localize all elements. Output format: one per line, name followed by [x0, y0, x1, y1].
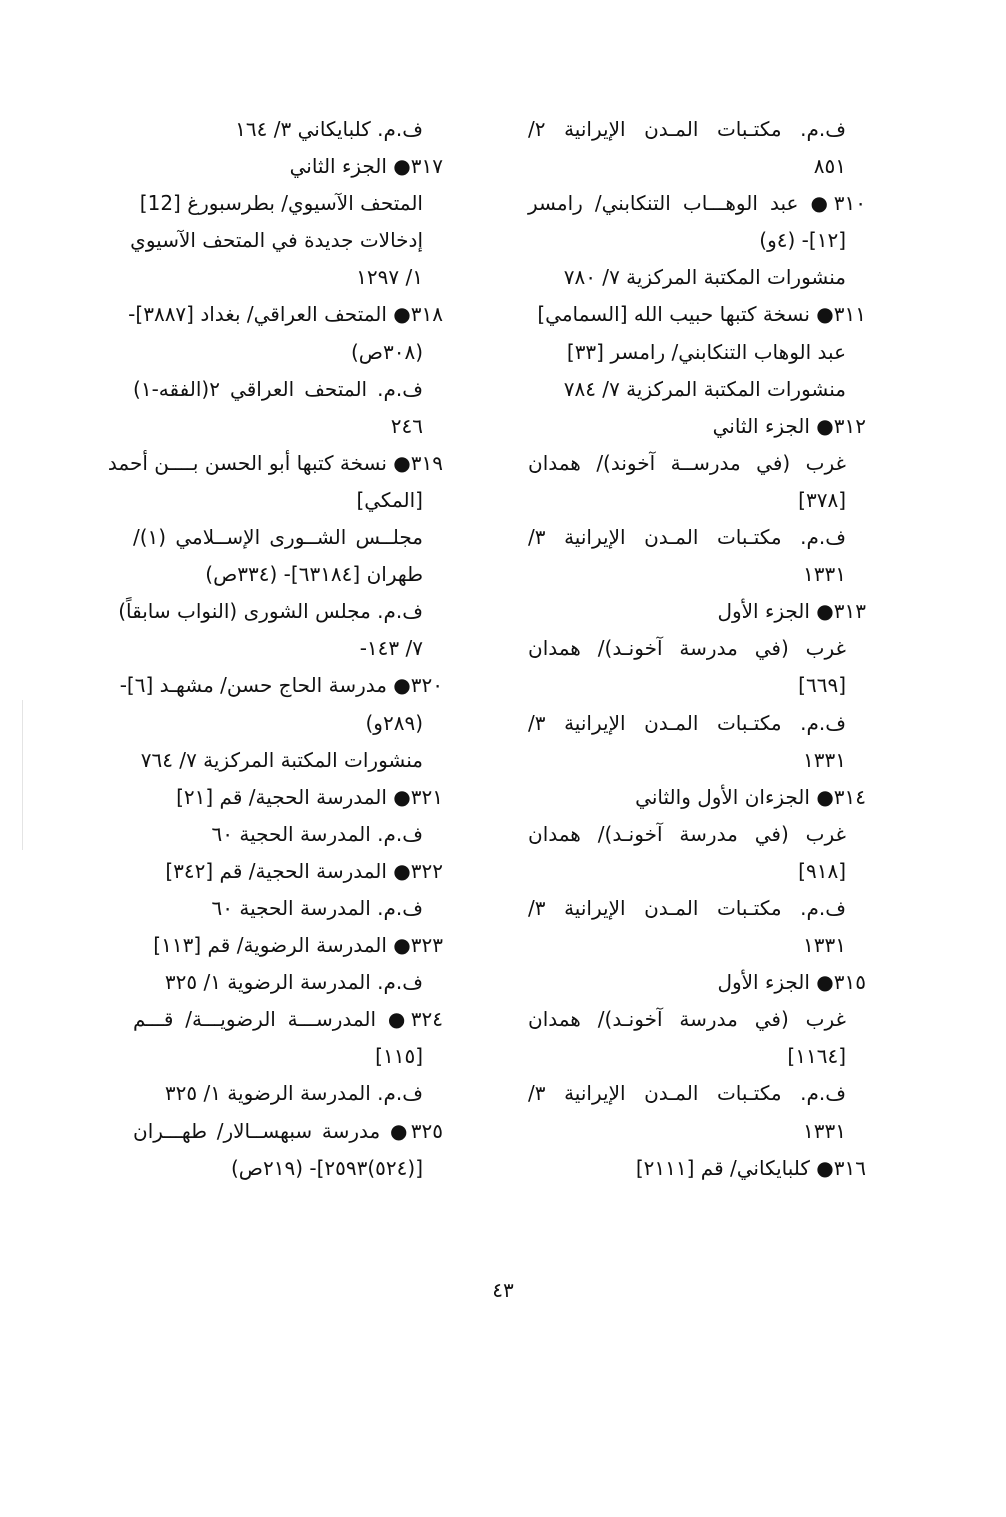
text-line: ٧/ ١٤٣-: [359, 636, 423, 661]
text-line: ٣١٧● الجزء الثاني: [289, 154, 443, 179]
text-line: ف.م. مكتـبات المـدن الإيرانية ٣/: [528, 525, 846, 550]
text-line: ٢٤٦: [390, 413, 423, 438]
text-line: ٣١٢● الجزء الثاني: [712, 413, 866, 438]
text-line: ف.م. مكتـبات المـدن الإيرانية ٢/: [528, 117, 846, 141]
text-line: ١٣٣١: [803, 933, 846, 958]
text-line: ف.م. مكتـبات المـدن الإيرانية ٣/: [528, 710, 846, 735]
text-line: ١٣٣١: [803, 562, 846, 587]
text-line: ف.م. مكتـبات المـدن الإيرانية ٣/: [528, 895, 846, 920]
text-line: ٣٢٢● المدرسة الحجية/ قم [٣٤٢]: [165, 858, 443, 883]
text-line: ف.م. مجلس الشورى (النواب سابقاً): [118, 599, 423, 624]
text-line: ف.م. المدرسة الرضوية ١/ ٣٢٥: [164, 970, 423, 995]
text-line: ٣١٩● نسخة كتبها أبو الحسن بــــن أحمد: [107, 450, 443, 475]
text-line: منشورات المكتبة المركزية ٧/ ٧٨٤: [563, 376, 846, 401]
text-line: [(٥٢٤)٢٥٩٣]- (٢١٩ص): [230, 1155, 423, 1180]
right-column: [528, 111, 866, 1187]
text-line: [١٢]- (٤و): [759, 228, 846, 253]
text-line: [١١٥]: [375, 1044, 423, 1069]
text-line: مجلــس الشــورى الإســلامي (١)/: [133, 525, 423, 550]
text-line: ٣١٠● عبد الوهـــاب التنكابني/ رامسر: [528, 191, 866, 216]
text-line: (٣٠٨ص): [350, 339, 423, 364]
text-line: ف.م. المدرسة الحجية ٦٠: [211, 895, 423, 920]
text-line: [٦٦٩]: [798, 673, 846, 698]
text-line: غرب (في مدرســة آخوند)/ همدان: [528, 450, 846, 475]
text-line: ١٣٣١: [803, 1118, 846, 1143]
text-line: ف.م. المتحف العراقي ٢(الفقه-١): [133, 376, 423, 401]
text-line: منشورات المكتبة المركزية ٧/ ٧٦٤: [140, 747, 423, 772]
text-line: ٣٢٤● المدرســـة الرضويـــة/ قـــم: [133, 1007, 443, 1032]
text-line: [٩١٨]: [798, 858, 846, 883]
text-line: [١١٦٤]: [787, 1044, 846, 1069]
text-line: غرب (في مدرسة آخونـد)/ همدان: [528, 821, 846, 846]
text-line: ١٣٣١: [803, 747, 846, 772]
text-line: ف.م. كلبايكاني ٣/ ١٦٤: [235, 117, 423, 141]
text-line: [٣٧٨]: [798, 487, 846, 512]
left-column: [107, 111, 443, 1187]
text-line: ٣١٤● الجزءان الأول والثاني: [635, 784, 866, 809]
page-number: ٤٣: [492, 1278, 514, 1302]
text-line: منشورات المكتبة المركزية ٧/ ٧٨٠: [563, 265, 846, 290]
text-line: ٣١١● نسخة كتبها حبيب الله [السمامي]: [537, 302, 866, 327]
text-line: ٣٢٣● المدرسة الرضوية/ قم [١١٣]: [153, 933, 443, 958]
text-line: (٢٨٩و): [365, 710, 423, 735]
text-line: ٣١٥● الجزء الأول: [717, 970, 866, 995]
text-line: ف.م. المدرسة الحجية ٦٠: [211, 821, 423, 846]
margin-line: [22, 700, 23, 850]
text-line: ٨٥١: [813, 154, 846, 179]
text-line: إدخالات جديدة في المتحف الآسيوي: [130, 228, 423, 253]
text-line: ف.م. مكتـبات المـدن الإيرانية ٣/: [528, 1081, 846, 1106]
text-line: غرب (في مدرسة آخونـد)/ همدان: [528, 1007, 846, 1032]
text-line: ٣١٨● المتحف العراقي/ بغداد [٣٨٨٧]-: [128, 302, 443, 327]
text-line: ف.م. المدرسة الرضوية ١/ ٣٢٥: [164, 1081, 423, 1106]
text-line: ٣٢٥● مدرسة سبهســالار/ طهـــران: [133, 1118, 443, 1143]
text-line: عبد الوهاب التنكابني/ رامسر [٣٣]: [566, 339, 846, 364]
text-line: ٣١٣● الجزء الأول: [717, 599, 866, 624]
text-line: غرب (في مدرسة آخونـد)/ همدان: [528, 636, 846, 661]
text-line: ٣١٦● كلبايكاني/ قم [٢١١١]: [635, 1155, 866, 1180]
text-line: طهران [٦٣١٨٤]- (٣٣٤ص): [205, 562, 423, 587]
text-line: [المكي]: [356, 487, 423, 512]
text-line: ٣٢١● المدرسة الحجية/ قم [٢١]: [176, 784, 443, 809]
text-line: ٣٢٠● مدرسة الحاج حسن/ مشهـد [٦]-: [119, 673, 443, 698]
text-line: ١/ ١٢٩٧: [356, 265, 423, 290]
text-line: المتحف الآسيوي/ بطرسبورغ [12]: [139, 191, 423, 216]
